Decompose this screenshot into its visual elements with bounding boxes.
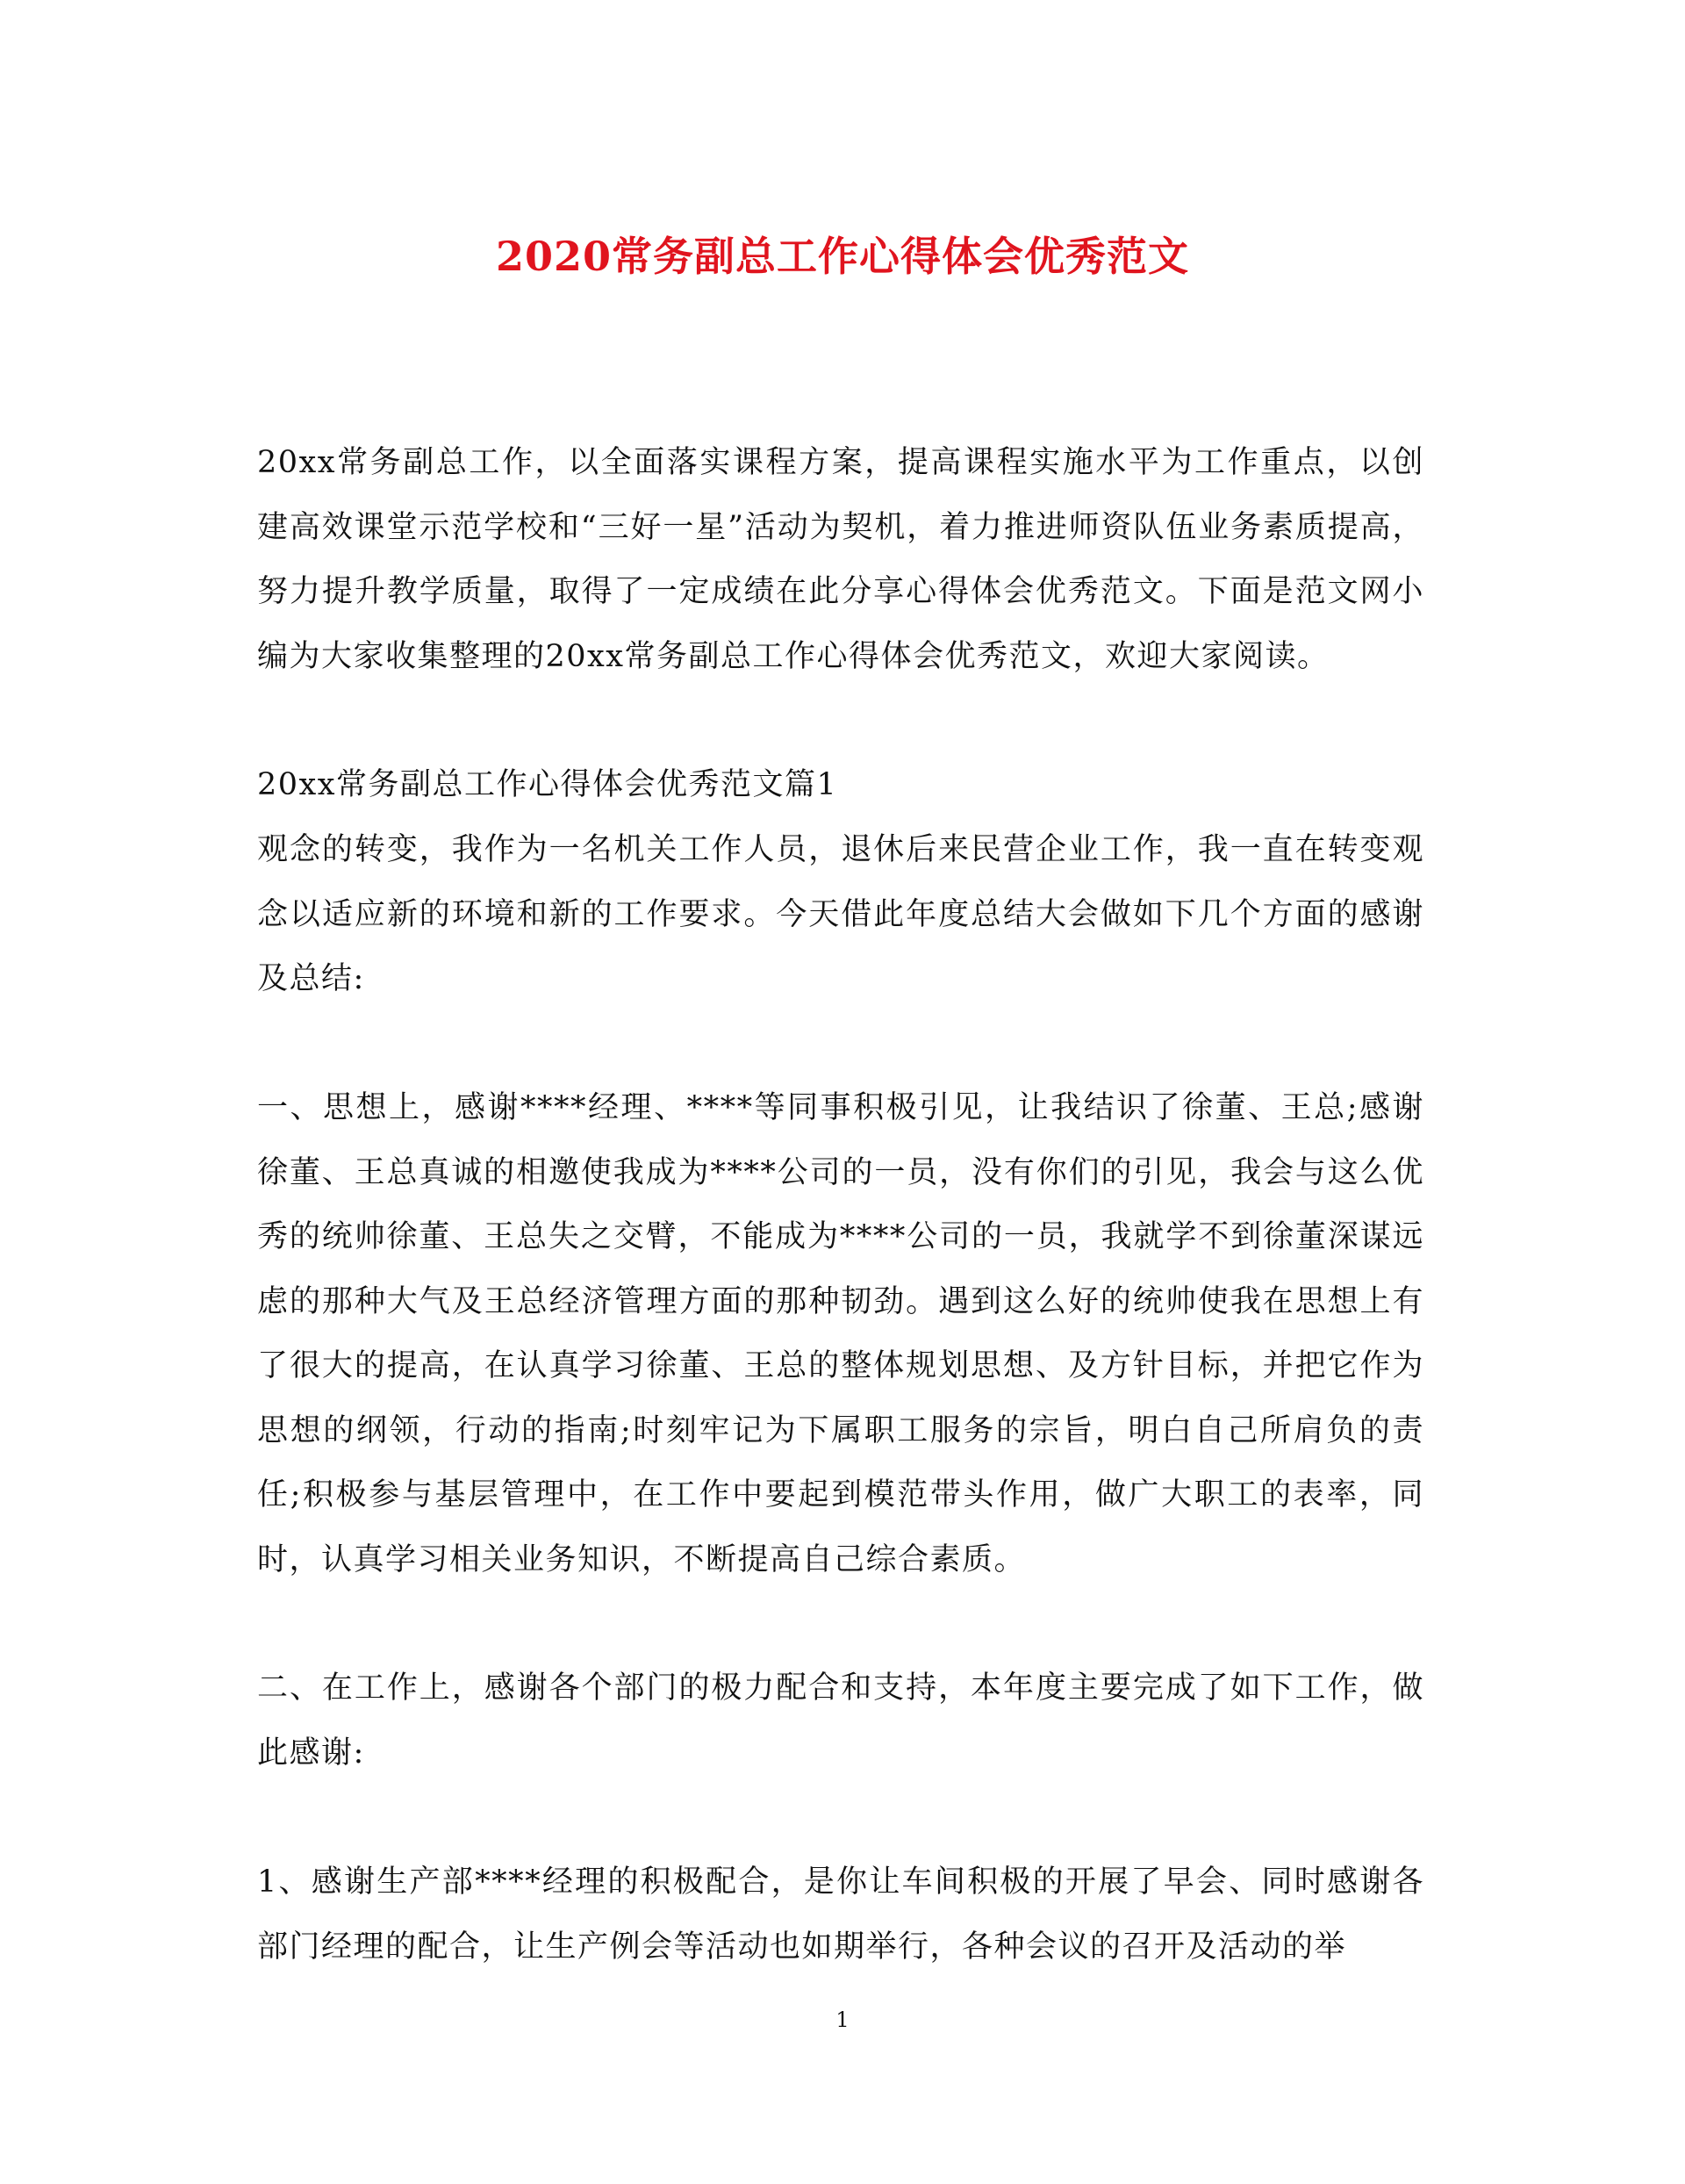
article-heading: 20xx常务副总工作心得体会优秀范文篇1: [257, 767, 838, 802]
intro-paragraph: 20xx常务副总工作，以全面落实课程方案，提高课程实施水平为工作重点，以创建高效课堂示范学校和“三好一星”活动为契机，着力推进师资队伍业务素质提高，努力提升教学质量，取得了一定成绩在此分享心得体会优秀范文。下面是范文网小编为大家收集整理的20xx常务副总工作心得体会优秀范文，欢迎大家阅读。: [257, 445, 1424, 674]
document-title: 2020常务副总工作心得体会优秀范文: [495, 233, 1190, 280]
page-number: 1: [835, 2008, 850, 2032]
item-one-paragraph: 1、感谢生产部****经理的积极配合，是你让车间积极的开展了早会、同时感谢各部门经理的配合，让生产例会等活动也如期举行，各种会议的召开及活动的举: [257, 1864, 1424, 1965]
section-one-paragraph: 一、思想上，感谢****经理、****等同事积极引见，让我结识了徐董、王总;感谢徐董、王总真诚的相邀使我成为****公司的一员，没有你们的引见，我会与这么优秀的统帅徐董、王总失之交臂，不能成为****公司的一员，我就学不到徐董深谋远虑的那种大气及王总经济管理方面的那种韧劲。遇到这么好的统帅使我在思想上有了很大的提高，在认真学习徐董、王总的整体规划思想、及方针目标，并把它作为思想的纲领，行动的指南;时刻牢记为下属职工服务的宗旨，明白自己所肩负的责任;积极参与基层管理中，在工作中要起到模范带头作用，做广大职工的表率，同时，认真学习相关业务知识，不断提高自己综合素质。: [257, 1090, 1424, 1577]
observation-paragraph: 观念的转变，我作为一名机关工作人员，退休后来民营企业工作，我一直在转变观念以适应新的环境和新的工作要求。今天借此年度总结大会做如下几个方面的感谢及总结:: [257, 832, 1424, 996]
section-two-paragraph: 二、在工作上，感谢各个部门的极力配合和支持，本年度主要完成了如下工作，做此感谢:: [257, 1670, 1424, 1771]
